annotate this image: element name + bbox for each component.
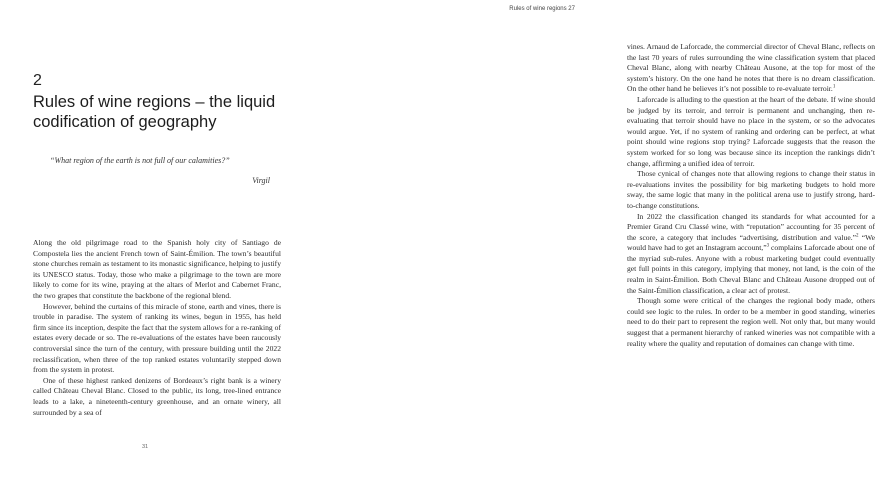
epigraph-quote: “What region of the earth is not full of our calamities?” [50,156,230,165]
right-body-text [627,42,875,349]
footnote-ref: 2 [855,233,859,239]
left-body-text [33,238,281,418]
paragraph-text: complains Laforcade about one of the myriad sub-rules. Anyone with a robust marketing budget could eventually get full points in this category, implying that money, not land, is the coin of the realm in Saint-Émilion. Both Cheval Blanc and Château Ausone dropped out of the Saint-Émilion classification, a clear act of protest. [627,243,875,295]
right-page [300,0,875,480]
paragraph: One of these highest ranked denizens of Bordeaux’s right bank is a winery called Château Cheval Blanc. Closed to the public, its long, tree-lined entrance leads to a lake, a nineteenth-century greenhouse, and an ornate winery, all surrounded by a sea of [33,375,281,417]
paragraph: However, behind the curtains of this miracle of stone, earth and vines, there is trouble in paradise. The system of ranking its wines, begun in 1955, has held firm since its inception, despite the fact that the system allows for a re-ranking of estates every decade or so. The re-evaluations of the estates have been raucously controversial since the turn of the century, with pressure building until the 2022 reclassification, when three of the top ranked estates voluntarily stepped down from the system in protest. [33,301,281,375]
chapter-title: Rules of wine regions – the liquid codification of geography [33,93,276,131]
paragraph: Though some were critical of the changes the regional body made, others could see logic to the rules. In order to be a member in good standing, wineries need to do their part to represent the region well. Not only that, but many would suggest that a permanent hierarchy of ranked wineries was not compatible with a reality where the quality and reputation of domaines can change with time. [627,296,875,348]
page-number: 31 [142,444,149,450]
footnote-ref: 1 [832,84,836,90]
paragraph-text: “We would have had to get an Instagram account,” [627,232,875,253]
paragraph-text: vines. Arnaud de Laforcade, the commercial director of Cheval Blanc, reflects on the last 70 years of rules surrounding the wine classification system that placed Cheval Blanc, along with nearby Château Ausone, at the top for most of the system’s history. On the one hand he notes that there is no dream classification. On the other hand he believes it’s not possible to re-evaluate terroir. [627,42,875,94]
left-page [0,0,300,480]
paragraph: Along the old pilgrimage road to the Spanish holy city of Santiago de Compostela lies the ancient French town of Saint-Émilion. The town’s beautiful stone churches remain as testament to its monastic significance, helping to justify its UNESCO status. Today, those who make a pilgrimage to the town are more likely to come for its wine, praying at the altars of Merlot and Cabernet Franc, the two grapes that constitute the backbone of the regional blend. [33,238,281,300]
paragraph [627,212,875,297]
paragraph: Laforcade is alluding to the question at the heart of the debate. If wine should be judged by its terroir, and terroir is permanent and unchanging, then re-evaluating that terroir should have no place in the system, or so the advocates would argue. Yet, if no system of ranking and ordering can be perfect, at what point should wine regions stop trying? Laforcade suggests that the reason the system worked for so long was because since its inception the rankings didn’t change, affirming a unified idea of terroir. [627,94,875,168]
paragraph [627,42,875,95]
epigraph-attribution: Virgil [252,176,270,185]
paragraph: Those cynical of changes note that allowing regions to change their status in re-evaluations invites the possibility for big marketing budgets to hold more sway, the same logic that many in the political arena use to justify strong, hard-to-change constitutions. [627,169,875,210]
running-head: Rules of wine regions 27 [509,6,575,12]
chapter-number: 2 [33,72,42,89]
footnote-ref: 3 [766,243,770,249]
paragraph-text: In 2022 the classification changed its standards for what accounted for a Premier Grand Cru Classé wine, with “reputation” accounting for 35 percent of the score, a category that includes “advertising, distribution and value.” [627,211,875,242]
